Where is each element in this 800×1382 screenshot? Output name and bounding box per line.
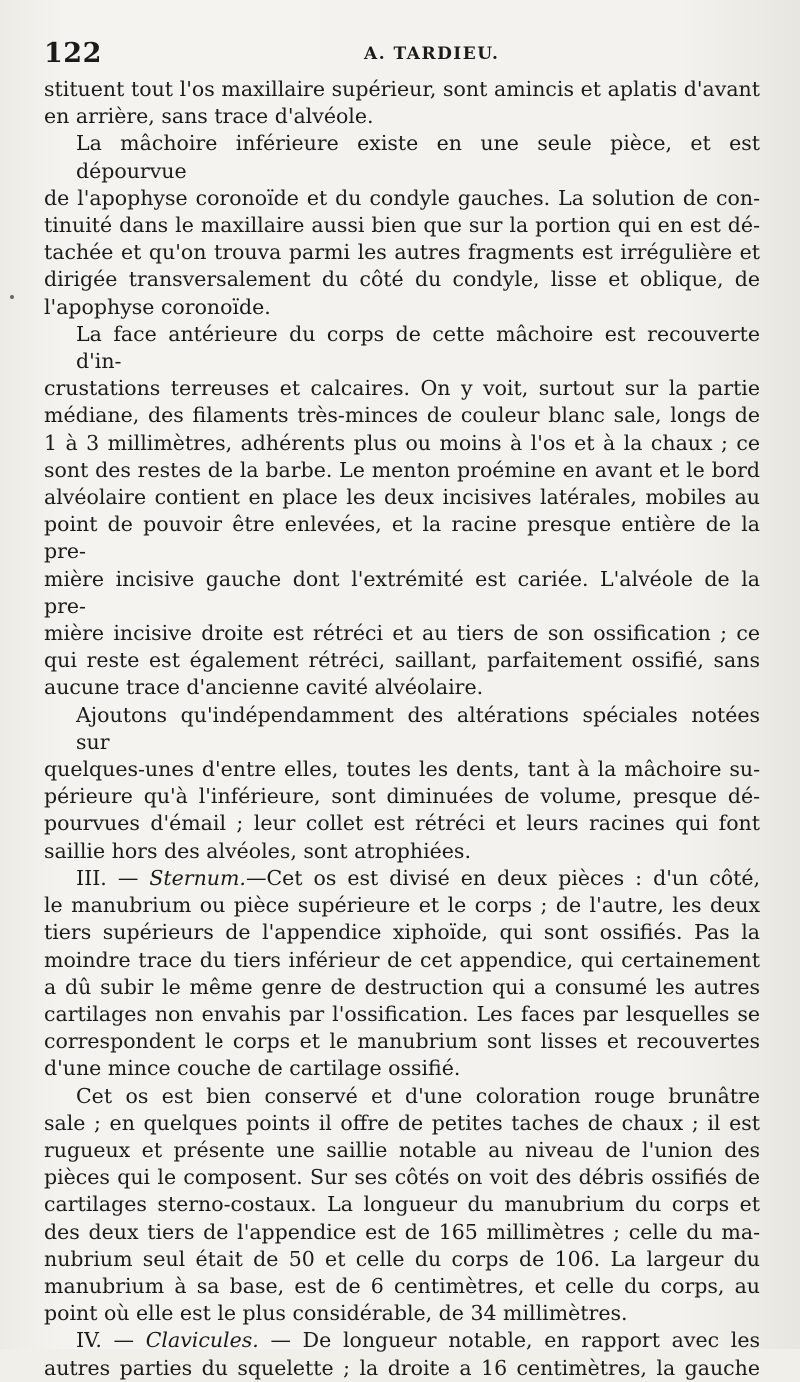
text-line: mière incisive gauche dont l'extrémité est cariée. L'alvéole de la pre- (44, 566, 760, 618)
text-line: La mâchoire inférieure existe en une seule pièce, et est dépourvue (76, 131, 760, 183)
text-line: mière incisive droite est rétréci et au tiers de son ossification ; ce (44, 621, 760, 646)
text-line: crustations terreuses et calcaires. On y voit, surtout sur la partie (44, 376, 760, 401)
text-line: d'une mince couche de cartilage ossifié. (44, 1056, 461, 1081)
sternum-heading-line (44, 865, 760, 892)
text-line: en arrière, sans trace d'alvéole. (44, 104, 374, 129)
text-line: de l'apophyse coronoïde et du condyle gauches. La solution de con- (44, 185, 760, 210)
text-line: tachée et qu'on trouva parmi les autres fragments est irrégulière et (44, 240, 760, 265)
text-line: cartilages non envahis par l'ossification. Les faces par lesquelles se (44, 1001, 760, 1026)
text-line: tinuité dans le maxillaire aussi bien que sur la portion qui en est dé- (44, 213, 760, 238)
text-line: tiers supérieurs de l'appendice xiphoïde, qui sont ossifiés. Pas la (44, 920, 760, 945)
text-line: le manubrium ou pièce supérieure et le corps ; de l'autre, les deux (44, 893, 760, 918)
text-line: saillie hors des alvéoles, sont atrophiées. (44, 838, 471, 863)
text-line: autres parties du squelette ; la droite a 16 centimètres, la gauche (44, 1355, 760, 1380)
text-line: La face antérieure du corps de cette mâchoire est recouverte d'in- (76, 321, 760, 374)
text-line: sale ; en quelques points il offre de petites taches de chaux ; il est (44, 1110, 760, 1135)
text-line: aucune trace d'ancienne cavité alvéolaire. (44, 675, 484, 700)
text-line: dirigée transversalement du côté du condyle, lisse et oblique, de (44, 267, 760, 292)
text-line: l'apophyse coronoïde. (44, 294, 271, 319)
text-line: Ajoutons qu'indépendamment des altérations spéciales notées sur (76, 702, 760, 754)
section-title: Sternum. (149, 865, 246, 890)
clavicules-heading-line (44, 1327, 760, 1354)
page-number: 122 (44, 38, 102, 69)
text-line: qui reste est également rétréci, saillant, parfaitement ossifié, sans (44, 648, 760, 673)
text-line: alvéolaire contient en place les deux incisives latérales, mobiles au (44, 485, 760, 510)
text-fragment: —Cet os est divisé en deux pièces : d'un côté, (245, 865, 760, 890)
text-line: pièces qui le composent. Sur ses côtés on voit des débris ossifiés de (44, 1165, 760, 1190)
section-numeral: IV. — (76, 1328, 146, 1353)
text-line: moindre trace du tiers inférieur de cet appendice, qui certainement (44, 947, 760, 972)
text-line: cartilages sterno-costaux. La longueur du manubrium du corps et (44, 1192, 760, 1217)
text-line: nubrium seul était de 50 et celle du corps de 106. La largeur du (44, 1246, 760, 1271)
page-header (44, 38, 760, 68)
section-numeral: III. — (76, 865, 150, 890)
text-line: rugueux et présente une saillie notable au niveau de l'union des (44, 1137, 760, 1162)
text-line: pourvues d'émail ; leur collet est rétréci et leurs racines qui font (44, 811, 760, 836)
text-line: Cet os est bien conservé et d'une coloration rouge brunâtre (76, 1083, 760, 1108)
text-line: stituent tout l'os maxillaire supérieur, sont amincis et aplatis d'avant (44, 77, 760, 101)
running-head: A. TARDIEU. (364, 44, 500, 64)
margin-dot (10, 295, 14, 299)
text-line: correspondent le corps et le manubrium sont lisses et recouvertes (44, 1029, 760, 1054)
text-line: point où elle est le plus considérable, de 34 millimètres. (44, 1301, 628, 1326)
text-line: quelques-unes d'entre elles, toutes les dents, tant à la mâchoire su- (44, 757, 760, 782)
text-line: sont des restes de la barbe. Le menton proémine en avant et le bord (44, 457, 760, 482)
text-fragment: — De longueur notable, en rapport avec les (258, 1328, 760, 1353)
text-line: des deux tiers de l'appendice est de 165 millimètres ; celle du ma- (44, 1219, 760, 1244)
text-line: manubrium à sa base, est de 6 centimètres, et celle du corps, au (44, 1273, 760, 1298)
text-line: a dû subir le même genre de destruction qui a consumé les autres (44, 974, 760, 999)
body-text (44, 76, 760, 1382)
section-title: Clavicules. (145, 1328, 259, 1353)
text-line: point de pouvoir être enlevées, et la racine presque entière de la pre- (44, 512, 760, 564)
text-line: périeure qu'à l'inférieure, sont diminuées de volume, presque dé- (44, 784, 760, 809)
text-line: médiane, des filaments très-minces de couleur blanc sale, longs de (44, 403, 760, 428)
text-line: 1 à 3 millimètres, adhérents plus ou moins à l'os et à la chaux ; ce (44, 430, 760, 455)
